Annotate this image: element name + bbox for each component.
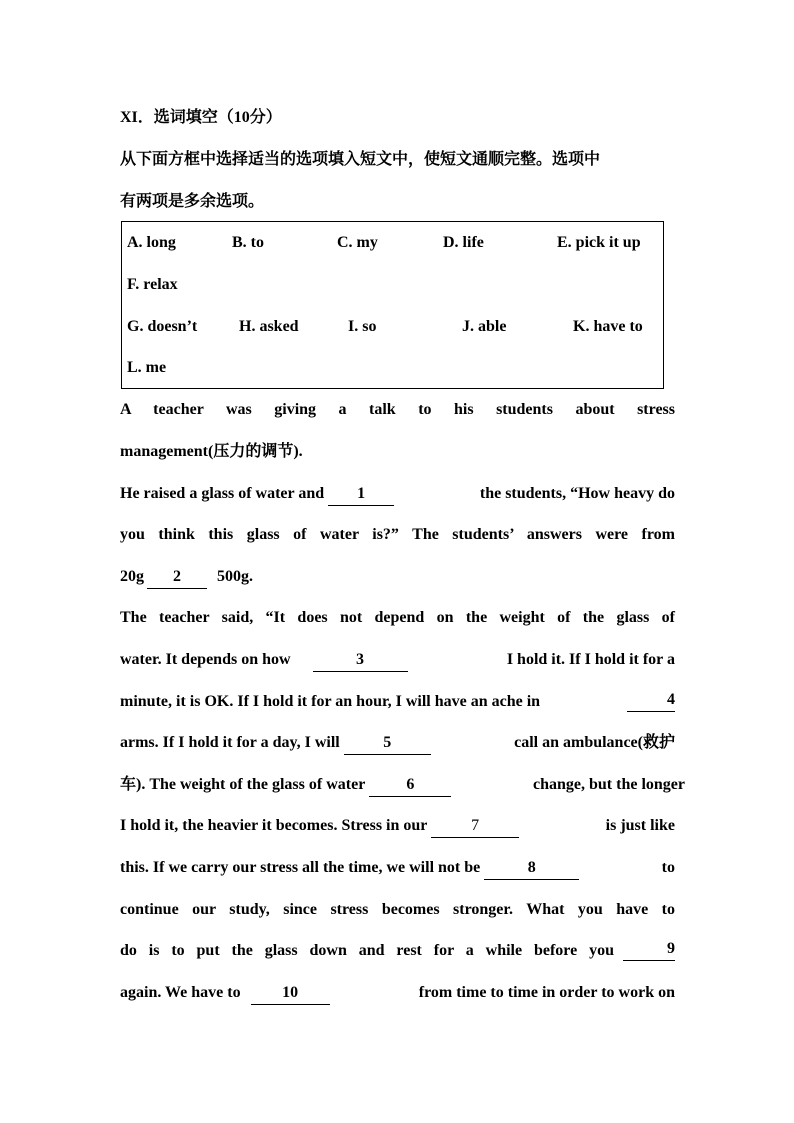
option-c: C. my	[337, 234, 378, 251]
passage-line: I hold it, the heavier it becomes. Stress in our 7 is just like	[120, 814, 675, 838]
blank-3[interactable]: 3	[313, 650, 408, 672]
blank-9[interactable]: 9	[623, 939, 675, 961]
option-a: A. long	[127, 234, 176, 251]
option-d: D. life	[443, 234, 484, 251]
blank-8[interactable]: 8	[484, 858, 579, 880]
option-e: E. pick it up	[557, 234, 641, 251]
passage-line: 车). The weight of the glass of water 6 change, but the longer	[120, 773, 675, 797]
blank-4[interactable]: 4	[627, 690, 675, 712]
blank-1[interactable]: 1	[328, 484, 394, 506]
passage-line: continue our study, since stress becomes stronger. What you have to	[120, 901, 675, 918]
option-k: K. have to	[573, 318, 643, 335]
option-i: I. so	[348, 318, 377, 335]
passage-line: 20g 2 500g.	[120, 565, 675, 589]
instruction-line-1: 从下面方框中选择适当的选项填入短文中，使短文通顺完整。选项中	[120, 151, 601, 168]
passage-line: He raised a glass of water and 1 the students, “How heavy do	[120, 482, 675, 506]
passage-line: management(压力的调节).	[120, 443, 303, 460]
passage-line: arms. If I hold it for a day, I will 5 call an ambulance(救护	[120, 731, 675, 755]
blank-10[interactable]: 10	[251, 983, 330, 1005]
passage-line: again. We have to 10 from time to time in order to work on	[120, 981, 675, 1005]
passage-line: you think this glass of water is?” The students’ answers were from	[120, 526, 675, 543]
blank-5[interactable]: 5	[344, 733, 431, 755]
section-heading: XI．选词填空（10分）	[120, 109, 282, 126]
blank-7[interactable]: 7	[431, 816, 519, 838]
passage-line: do is to put the glass down and rest for a while before you 9	[120, 940, 675, 959]
option-l: L. me	[127, 359, 167, 376]
option-f: F. relax	[127, 276, 178, 293]
blank-2[interactable]: 2	[147, 567, 207, 589]
instruction-line-2: 有两项是多余选项。	[120, 193, 265, 210]
passage-line: A teacher was giving a talk to his students about stress	[120, 401, 675, 418]
option-b: B. to	[232, 234, 264, 251]
passage-line: water. It depends on how 3 I hold it. If I hold it for a	[120, 648, 675, 672]
option-g: G. doesn’t	[127, 318, 198, 335]
passage-line: minute, it is OK. If I hold it for an hour, I will have an ache in 4	[120, 691, 675, 710]
passage-line: The teacher said, “It does not depend on the weight of the glass of	[120, 609, 675, 626]
passage-line: this. If we carry our stress all the time, we will not be 8 to	[120, 856, 675, 880]
option-j: J. able	[462, 318, 507, 335]
blank-6[interactable]: 6	[369, 775, 451, 797]
option-h: H. asked	[239, 318, 299, 335]
